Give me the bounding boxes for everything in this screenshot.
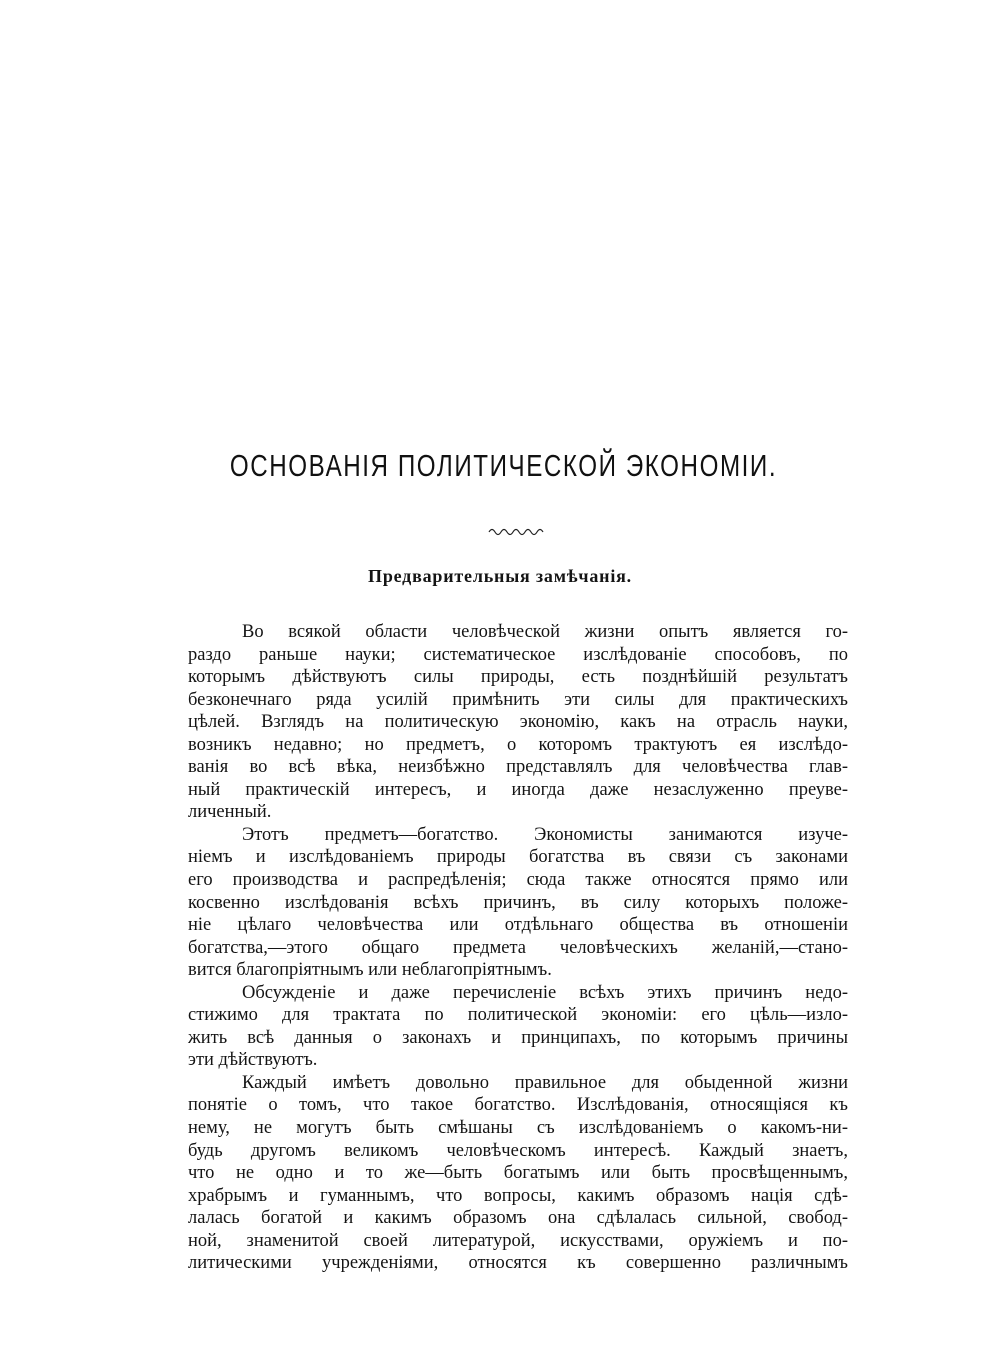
text-line: безконечнаго ряда усилій примѣнить эти силы для практическихъ: [188, 689, 848, 710]
text-line: ніемъ и изслѣдованіемъ природы богатства въ связи съ законами: [188, 847, 848, 868]
text-line: ванія во всѣ вѣка, неизбѣжно представлялъ для человѣчества глав-: [188, 757, 848, 778]
text-line: жить всѣ данныя о законахъ и принципахъ, по которымъ причины: [188, 1027, 848, 1048]
text-line: ный практическій интересъ, и иногда даже незаслуженно преуве-: [188, 779, 848, 800]
section-heading: Предварительныя замѣчанія.: [368, 566, 632, 586]
text-line: будь другомъ великомъ человѣческомъ интересѣ. Каждый знаетъ,: [188, 1140, 848, 1161]
text-line: Во всякой области человѣческой жизни опытъ является го-: [242, 622, 848, 642]
text-line: Обсужденіе и даже перечисленіе всѣхъ этихъ причинъ недо-: [242, 982, 848, 1003]
text-line: храбрымъ и гуманнымъ, что вопросы, какимъ образомъ нація сдѣ-: [188, 1185, 848, 1206]
text-line: раздо раньше науки; систематическое изслѣдованіе способовъ, по: [188, 644, 848, 665]
text-line: его производства и распредѣленія; сюда также относятся прямо или: [188, 870, 848, 891]
text-line: что не одно и то же—быть богатымъ или быть просвѣщеннымъ,: [188, 1163, 848, 1184]
text-line: Каждый имѣетъ довольно правильное для обыденной жизни: [242, 1072, 848, 1093]
wavy-divider-ornament: [488, 526, 546, 536]
text-line: богатства,—этого общаго предмета человѣческихъ желаній,—стано-: [188, 937, 848, 958]
text-line: понятіе о томъ, что такое богатство. Изслѣдованія, относящіяся къ: [188, 1095, 848, 1116]
text-line: нему, не могутъ быть смѣшаны съ изслѣдованіемъ о какомъ-ни-: [188, 1118, 848, 1139]
body-text: [188, 621, 848, 1275]
text-line: возникъ недавно; но предметъ, о которомъ трактуютъ ея изслѣдо-: [188, 734, 848, 755]
text-line: ніе цѣлаго человѣчества или отдѣльнаго общества въ отношеніи: [188, 915, 848, 936]
text-line: личенный.: [188, 802, 272, 823]
text-line: Этотъ предметъ—богатство. Экономисты занимаются изуче-: [242, 824, 848, 845]
text-line: лалась богатой и какимъ образомъ она сдѣлалась сильной, свобод-: [188, 1208, 848, 1229]
text-line: эти дѣйствуютъ.: [188, 1050, 318, 1071]
chapter-title: ОСНОВАНІЯ ПОЛИТИЧЕСКОЙ ЭКОНОМІИ.: [229, 448, 778, 483]
text-line: ной, знаменитой своей литературой, искусствами, оружіемъ и по-: [188, 1230, 848, 1251]
text-line: цѣлей. Взглядъ на политическую экономію, какъ на отрасль науки,: [188, 712, 848, 733]
text-line: стижимо для трактата по политической экономіи: его цѣль—изло-: [188, 1005, 848, 1026]
text-line: литическими учрежденіями, относятся къ совершенно различнымъ: [188, 1253, 848, 1274]
text-line: косвенно изслѣдованія всѣхъ причинъ, въ силу которыхъ положе-: [188, 892, 848, 913]
text-line: которымъ дѣйствуютъ силы природы, есть позднѣйшій результатъ: [188, 667, 848, 688]
text-line: вится благопріятнымъ или неблагопріятнымъ.: [188, 960, 552, 981]
